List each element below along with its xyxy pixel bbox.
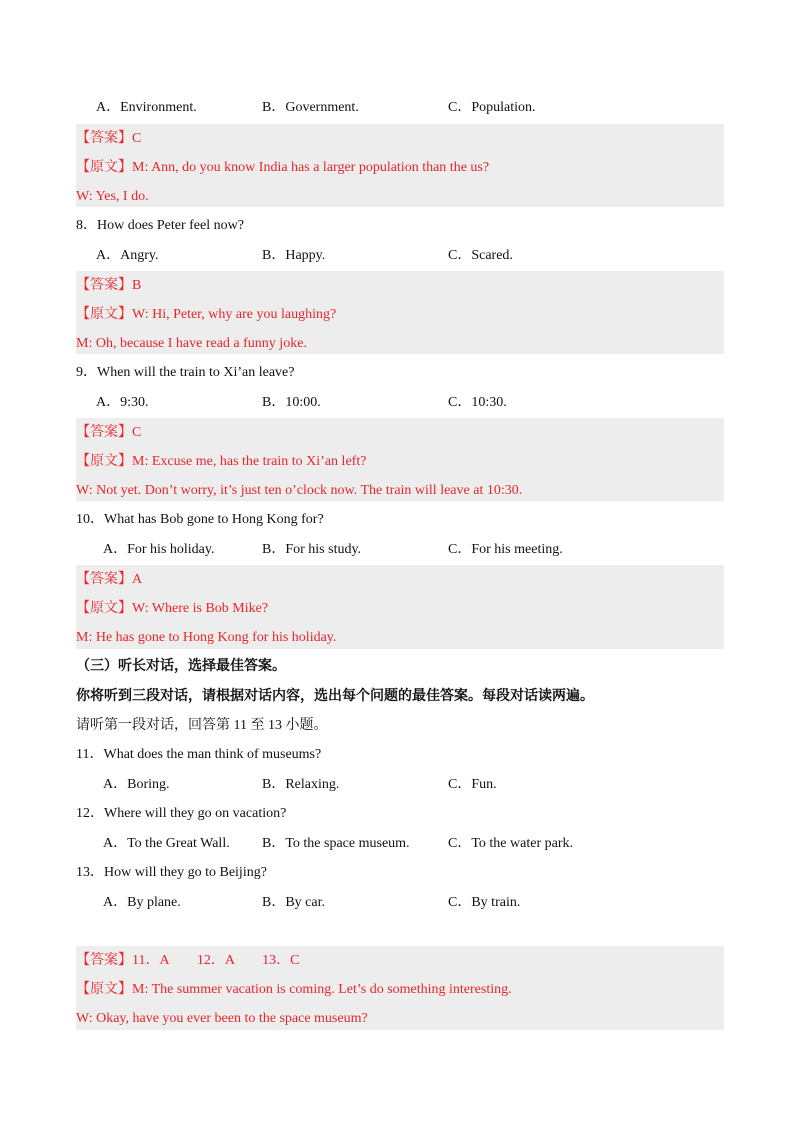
q9-option-c: C．10:30. xyxy=(448,395,507,410)
q13-option-c: C．By train. xyxy=(448,895,521,910)
q13-option-b: B．By car. xyxy=(262,895,325,910)
q7-script-line-2: W: Yes, I do. xyxy=(76,189,149,204)
group-answer-block xyxy=(76,946,724,1030)
q9-script-line-2: W: Not yet. Don’t worry, it’s just ten o’clock now. The train will leave at 10:30. xyxy=(76,483,523,498)
q11-option-c: C．Fun. xyxy=(448,777,497,792)
q8-answer-block xyxy=(76,271,724,354)
q8-script-line-2: M: Oh, because I have read a funny joke. xyxy=(76,336,307,351)
q8-question: 8．How does Peter feel now? xyxy=(76,218,244,233)
q11-option-a: A．Boring. xyxy=(103,777,170,792)
group-script-line-2: W: Okay, have you ever been to the space museum? xyxy=(76,1011,368,1026)
section-3-instruction: 你将听到三段对话，请根据对话内容，选出每个问题的最佳答案。每段对话读两遍。 xyxy=(76,689,594,704)
q9-script-line-1: 【原文】M: Excuse me, has the train to Xi’an left? xyxy=(76,454,367,469)
q12-option-c: C．To the water park. xyxy=(448,836,573,851)
q13-question: 13．How will they go to Beijing? xyxy=(76,865,267,880)
group-script-line-1: 【原文】M: The summer vacation is coming. Let’s do something interesting. xyxy=(76,982,512,997)
q11-option-b: B．Relaxing. xyxy=(262,777,340,792)
q10-question: 10．What has Bob gone to Hong Kong for? xyxy=(76,512,324,527)
q9-answer: 【答案】C xyxy=(76,425,142,440)
q10-script-line-1: 【原文】W: Where is Bob Mike? xyxy=(76,601,269,616)
q8-option-a: A．Angry. xyxy=(96,248,159,263)
q11-question: 11．What does the man think of museums? xyxy=(76,747,322,762)
q10-option-a: A．For his holiday. xyxy=(103,542,215,557)
q10-option-b: B．For his study. xyxy=(262,542,362,557)
q12-option-a: A．To the Great Wall. xyxy=(103,836,230,851)
q7-option-c: C．Population. xyxy=(448,100,536,115)
q13-option-a: A．By plane. xyxy=(103,895,181,910)
q9-option-b: B．10:00. xyxy=(262,395,321,410)
section-3-heading: （三）听长对话，选择最佳答案。 xyxy=(76,659,286,674)
q7-answer-block xyxy=(76,124,724,207)
q9-answer-block xyxy=(76,418,724,501)
q8-script-line-1: 【原文】W: Hi, Peter, why are you laughing? xyxy=(76,307,337,322)
q8-option-b: B．Happy. xyxy=(262,248,326,263)
q10-answer-block xyxy=(76,565,724,649)
q12-option-b: B．To the space museum. xyxy=(262,836,410,851)
q8-answer: 【答案】B xyxy=(76,278,142,293)
q12-question: 12．Where will they go on vacation? xyxy=(76,806,287,821)
group-answer: 【答案】11．A 12．A 13．C xyxy=(76,953,300,968)
q9-question: 9．When will the train to Xi’an leave? xyxy=(76,365,295,380)
q7-script-line-1: 【原文】M: Ann, do you know India has a larger population than the us? xyxy=(76,160,490,175)
q8-option-c: C．Scared. xyxy=(448,248,513,263)
q7-option-a: A．Environment. xyxy=(96,100,197,115)
q10-option-c: C．For his meeting. xyxy=(448,542,563,557)
q7-option-b: B．Government. xyxy=(262,100,359,115)
q7-answer: 【答案】C xyxy=(76,131,142,146)
section-3-subinstruction: 请听第一段对话，回答第 11 至 13 小题。 xyxy=(76,718,328,733)
q10-answer: 【答案】A xyxy=(76,572,143,587)
q10-script-line-2: M: He has gone to Hong Kong for his holiday. xyxy=(76,630,337,645)
q9-option-a: A．9:30. xyxy=(96,395,149,410)
